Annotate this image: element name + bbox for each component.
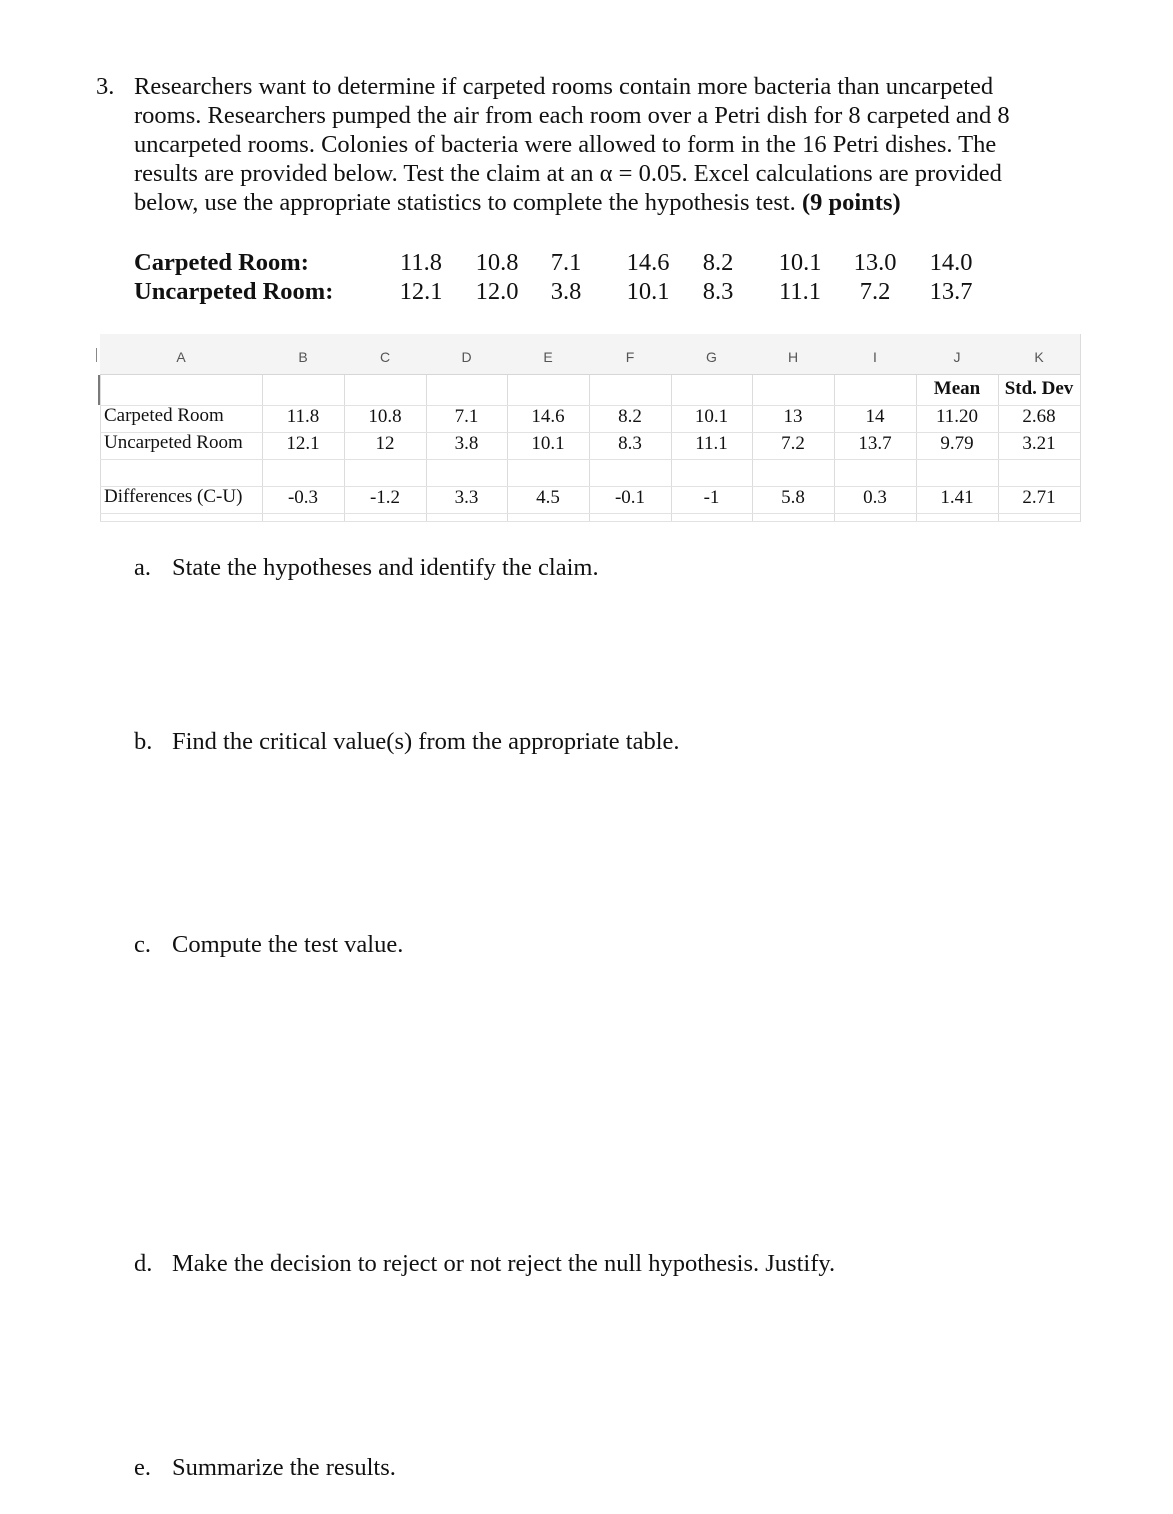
carpeted-value: 10.8 — [475, 249, 519, 276]
carpeted-value: 7.1 — [550, 249, 582, 276]
cell[interactable]: -1 — [703, 487, 720, 508]
cell[interactable]: -0.1 — [614, 487, 646, 508]
part-text: Summarize the results. — [172, 1454, 396, 1481]
uncarpeted-value: 11.1 — [779, 278, 821, 305]
column-header-f[interactable]: F — [589, 334, 671, 375]
uncarpeted-value: 3.8 — [550, 278, 582, 305]
uncarpeted-value: 12.0 — [475, 278, 519, 305]
uncarpeted-value: 10.1 — [626, 278, 670, 305]
std-dev-header[interactable]: Std. Dev — [1004, 378, 1074, 399]
grid-hline — [100, 513, 1080, 514]
column-header-g[interactable]: G — [671, 334, 752, 375]
uncarpeted-label: Uncarpeted Room: — [134, 278, 334, 305]
carpeted-value: 14.6 — [626, 249, 670, 276]
mean-cell[interactable]: 11.20 — [935, 406, 979, 427]
cell[interactable]: 5.8 — [781, 487, 805, 508]
column-header-c[interactable]: C — [344, 334, 426, 375]
carpeted-value: 11.8 — [400, 249, 442, 276]
column-header-k[interactable]: K — [998, 334, 1080, 375]
column-header-h[interactable]: H — [752, 334, 834, 375]
column-header-d[interactable]: D — [426, 334, 507, 375]
mean-header[interactable]: Mean — [933, 378, 981, 399]
carpeted-value: 8.2 — [702, 249, 734, 276]
problem-number: 3. — [96, 73, 115, 100]
part-text: Compute the test value. — [172, 931, 404, 958]
cell[interactable]: 12.1 — [286, 433, 320, 454]
part-letter: e. — [134, 1454, 151, 1481]
mean-cell[interactable]: 9.79 — [940, 433, 974, 454]
cell[interactable]: -0.3 — [287, 487, 319, 508]
part-letter: b. — [134, 728, 153, 755]
part-text: Find the critical value(s) from the appropriate table. — [172, 728, 680, 755]
grid-vline — [1080, 334, 1081, 522]
uncarpeted-value: 8.3 — [702, 278, 734, 305]
part-letter: a. — [134, 554, 151, 581]
part-text: State the hypotheses and identify the claim. — [172, 554, 599, 581]
uncarpeted-value: 13.7 — [929, 278, 973, 305]
cell[interactable]: 4.5 — [536, 487, 560, 508]
problem-text — [134, 72, 1064, 217]
cell[interactable]: 14.6 — [531, 406, 565, 427]
cell[interactable]: 10.8 — [368, 406, 402, 427]
excel-table — [96, 334, 1080, 522]
carpeted-value: 13.0 — [853, 249, 897, 276]
column-header-i[interactable]: I — [834, 334, 916, 375]
part-letter: d. — [134, 1250, 153, 1277]
cell[interactable]: 13 — [783, 406, 803, 427]
std-dev-cell[interactable]: 2.68 — [1022, 406, 1056, 427]
cell[interactable]: 3.8 — [454, 433, 479, 454]
mean-cell[interactable]: 1.41 — [940, 487, 974, 508]
cell[interactable]: 7.1 — [454, 406, 479, 427]
cell[interactable]: 13.7 — [858, 433, 892, 454]
cell[interactable]: 0.3 — [863, 487, 887, 508]
cell[interactable]: 14 — [865, 406, 885, 427]
part-text: Make the decision to reject or not reject the null hypothesis. Justify. — [172, 1250, 836, 1277]
problem-body: Researchers want to determine if carpeted rooms contain more bacteria than uncarpeted rooms. Researchers pumped the air from each room over a Petri dish for 8 carpeted and 8 uncarpeted rooms. Colonies of bacteria were allowed to form in the 16 Petri dishes. The results are provided below. Test the claim at an α = 0.05. Excel calculations are provided below, use the appropriate statistics to complete the hypothesis test. — [134, 73, 1010, 216]
grid-hline — [100, 521, 1080, 522]
cell[interactable]: 8.3 — [618, 433, 642, 454]
row-label-carpeted[interactable]: Carpeted Room — [104, 405, 224, 426]
row-label-differences[interactable]: Differences (C-U) — [104, 486, 243, 507]
uncarpeted-value: 7.2 — [859, 278, 891, 305]
column-header-j[interactable]: J — [916, 334, 998, 375]
cell[interactable]: 8.2 — [618, 406, 642, 427]
cell[interactable]: 7.2 — [781, 433, 805, 454]
cell[interactable]: 11.8 — [286, 406, 320, 427]
cell[interactable]: 11.1 — [695, 433, 728, 454]
row-label-uncarpeted[interactable]: Uncarpeted Room — [104, 432, 243, 453]
cell[interactable]: 12 — [375, 433, 395, 454]
grid-hline — [100, 459, 1080, 460]
row-marker — [96, 348, 97, 362]
carpeted-label: Carpeted Room: — [134, 249, 309, 276]
selected-cell-indicator — [98, 375, 100, 405]
problem-points: (9 points) — [801, 189, 901, 216]
carpeted-value: 10.1 — [778, 249, 822, 276]
cell[interactable]: 10.1 — [694, 406, 729, 427]
part-letter: c. — [134, 931, 151, 958]
std-dev-cell[interactable]: 3.21 — [1022, 433, 1056, 454]
cell[interactable]: -1.2 — [369, 487, 401, 508]
column-header-a[interactable]: A — [100, 334, 262, 375]
carpeted-value: 14.0 — [929, 249, 973, 276]
column-header-b[interactable]: B — [262, 334, 344, 375]
uncarpeted-value: 12.1 — [399, 278, 443, 305]
std-dev-cell[interactable]: 2.71 — [1022, 487, 1056, 508]
column-header-e[interactable]: E — [507, 334, 589, 375]
cell[interactable]: 10.1 — [531, 433, 565, 454]
cell[interactable]: 3.3 — [454, 487, 479, 508]
